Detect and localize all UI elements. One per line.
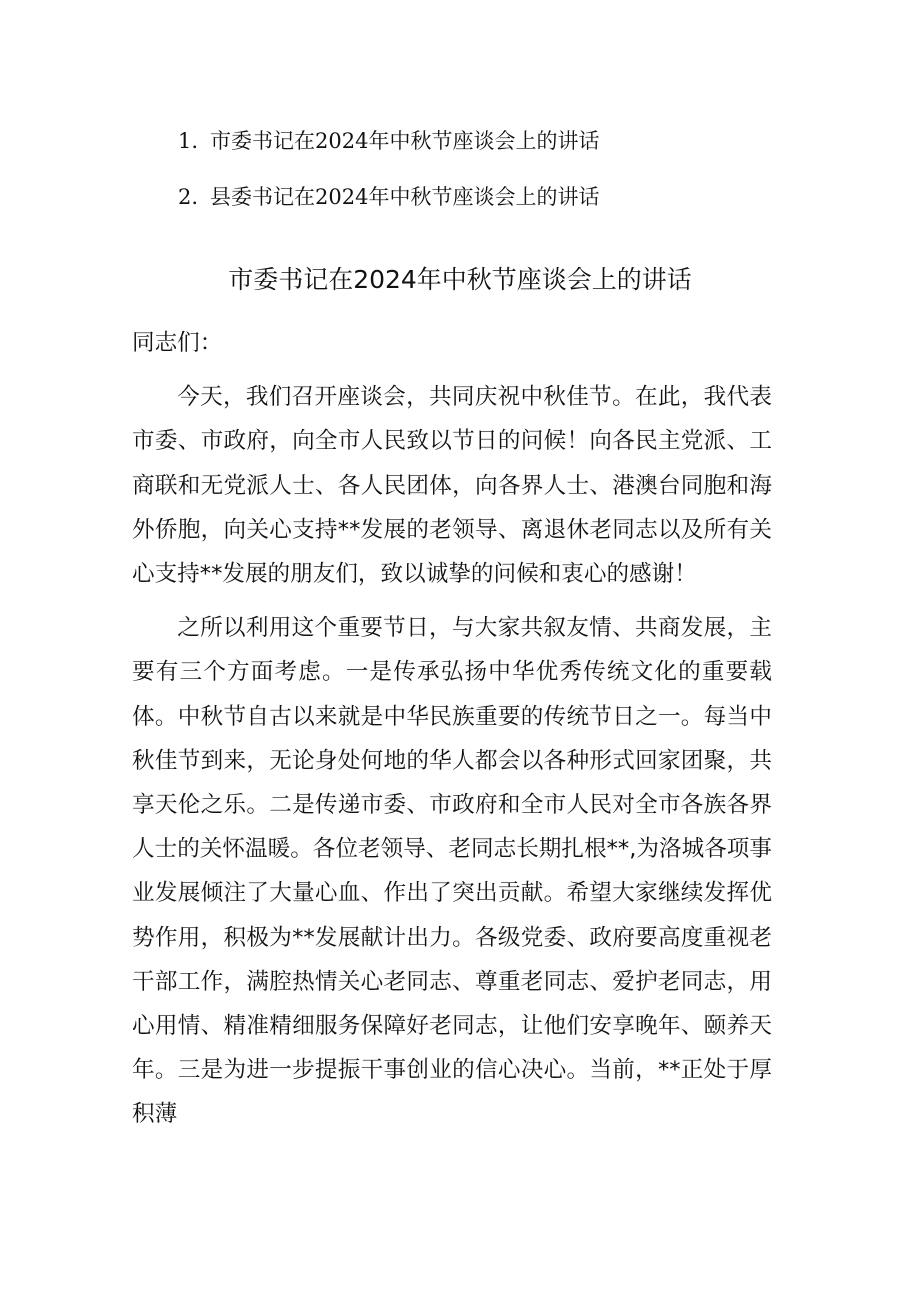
- toc-item-number: 1.: [178, 129, 199, 153]
- document-title: 市委书记在2024年中秋节座谈会上的讲话: [228, 265, 692, 294]
- toc-item[interactable]: [178, 118, 599, 174]
- table-of-contents: [178, 118, 599, 230]
- toc-item[interactable]: [178, 174, 599, 230]
- body-paragraph: 今天，我们召开座谈会，共同庆祝中秋佳节。在此，我代表市委、市政府，向全市人民致以节日的问候！向各民主党派、工商联和无党派人士、各人民团体，向各界人士、港澳台同胞和海外侨胞，向关心支持**发展的老领导、离退休老同志以及所有关心支持**发展的朋友们，致以诚挚的问候和衷心的感谢！: [132, 384, 772, 588]
- body-paragraph: 之所以利用这个重要节日，与大家共叙友情、共商发展，主要有三个方面考虑。一是传承弘扬中华优秀传统文化的重要载体。中秋节自古以来就是中华民族重要的传统节日之一。每当中秋佳节到来，无论身处何地的华人都会以各种形式回家团聚，共享天伦之乐。二是传递市委、市政府和全市人民对全市各族各界人士的关怀温暖。各位老领导、老同志长期扎根**,为洛城各项事业发展倾注了大量心血、作出了突出贡献。希望大家继续发挥优势作用，积极为**发展献计出力。各级党委、政府要高度重视老干部工作，满腔热情关心老同志、尊重老同志、爱护老同志，用心用情、精准精细服务保障好老同志，让他们安享晚年、颐养天年。三是为进一步提振干事创业的信心决心。当前，**正处于厚积薄: [132, 615, 772, 1128]
- document-body: [132, 321, 772, 1147]
- toc-item-title: 市委书记在2024年中秋节座谈会上的讲话: [210, 129, 600, 153]
- salutation: 同志们：: [132, 330, 223, 356]
- toc-item-title: 县委书记在2024年中秋节座谈会上的讲话: [210, 185, 600, 209]
- toc-item-number: 2.: [178, 185, 199, 209]
